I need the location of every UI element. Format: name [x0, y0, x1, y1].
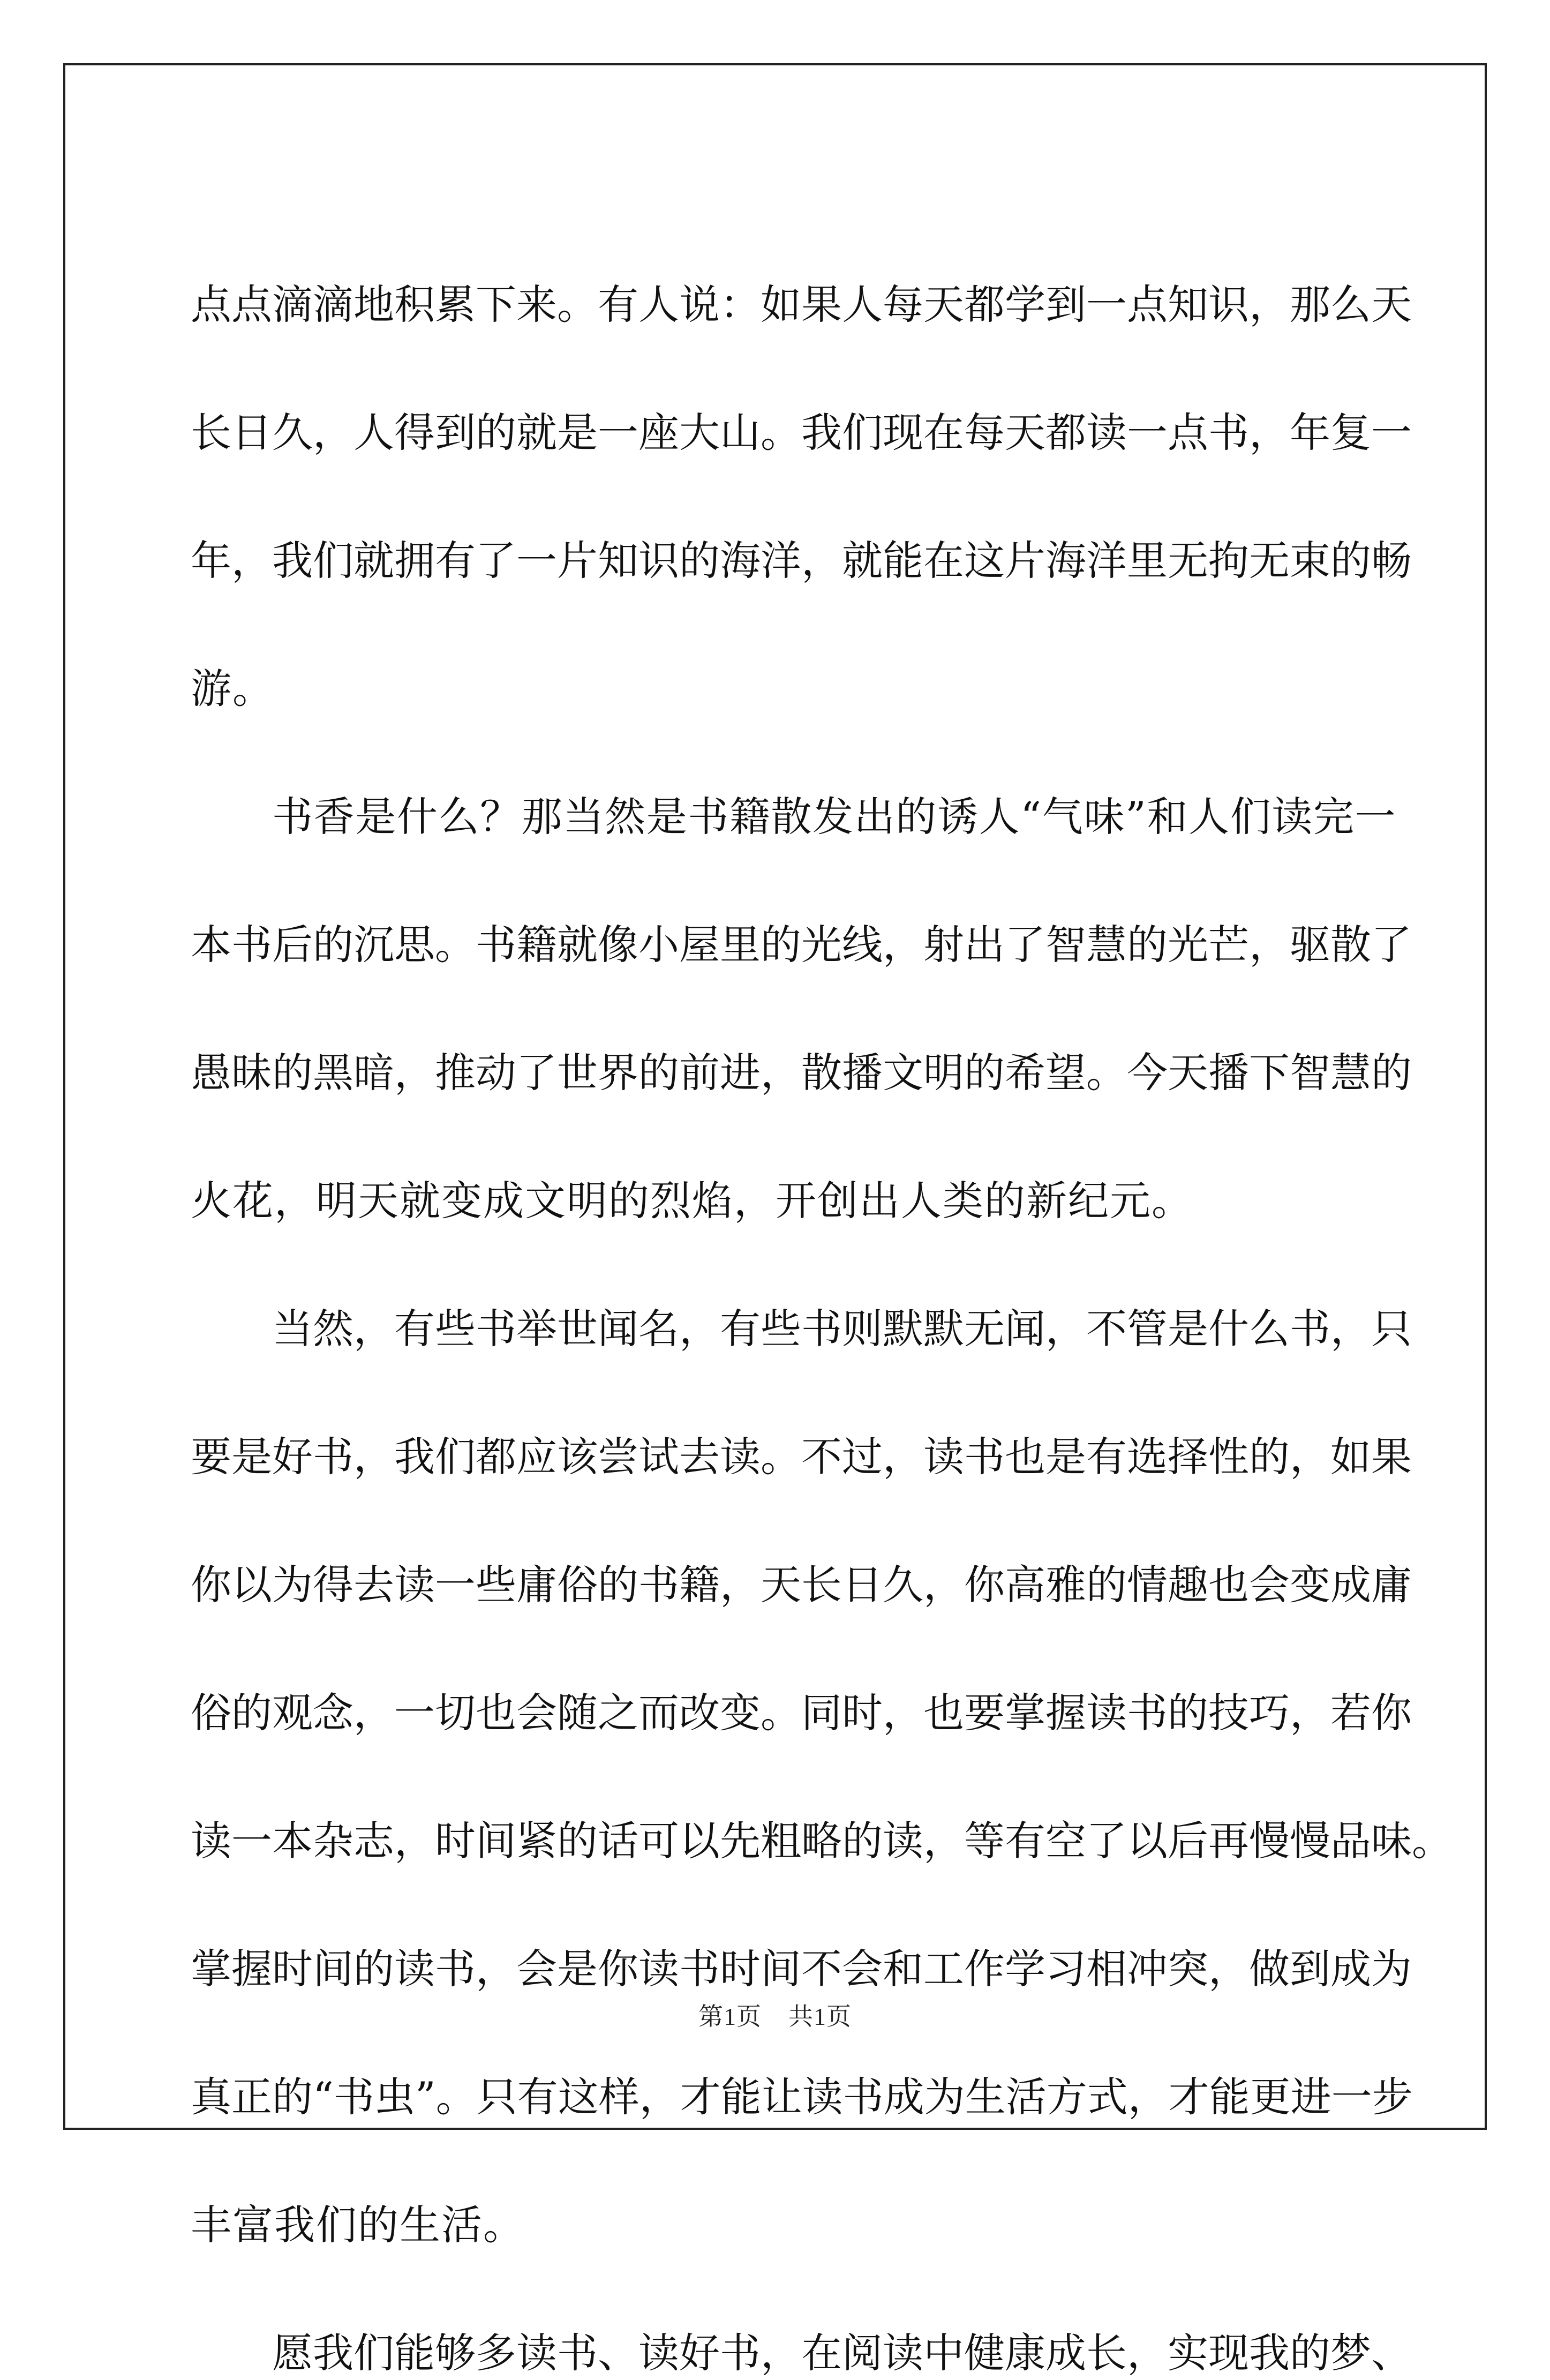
text-line: 愚 昧 的 黑 暗 ， 推 动 了 世 界 的 前 进 ， 散 播 文 明 的 希 望 。 今 天 播 下 智 慧 的 [191, 1049, 1412, 1097]
text-line: 读 一 本 杂 志 ， 时 间 紧 的 话 可 以 先 粗 略 的 读 ， 等 有 空 了 以 后 再 慢 慢 品 味 。 [191, 1817, 1453, 1865]
text-line: 长 日 久 ， 人 得 到 的 就 是 一 座 大 山 。 我 们 现 在 每 天 都 读 一 点 书 ， 年 复 一 [191, 409, 1412, 456]
page-footer [0, 1997, 1550, 2032]
text-line: 丰富我们的生活。 [191, 2201, 525, 2249]
document-body [191, 204, 1453, 2380]
text-line: 真 正 的 “ 书 虫 ” 。 只 有 这 样 ， 才 能 让 读 书 成 为 生 活 方 式 ， 才 能 更 进 一 步 [191, 2073, 1413, 2121]
text-line: 点 点 滴 滴 地 积 累 下 来 。 有 人 说 ： 如 果 人 每 天 都 学 到 一 点 知 识 ， 那 么 天 [191, 281, 1412, 328]
text-line: 愿 我 们 能 够 多 读 书 、 读 好 书 ， 在 阅 读 中 健 康 成 长 ， 实 现 我 的 梦 、 [272, 2329, 1412, 2377]
text-line: 火花，明天就变成文明的烈焰，开创出人类的新纪元。 [191, 1177, 1193, 1225]
text-line: 要 是 好 书 ， 我 们 都 应 该 尝 试 去 读 。 不 过 ， 读 书 也 是 有 选 择 性 的 ， 如 果 [191, 1433, 1412, 1481]
page-number: 第1页 [698, 2003, 762, 2030]
page-total: 共1页 [788, 2003, 852, 2030]
text-line: 俗 的 观 念 ， 一 切 也 会 随 之 而 改 变 。 同 时 ， 也 要 掌 握 读 书 的 技 巧 ， 若 你 [191, 1689, 1412, 1737]
text-line: 本 书 后 的 沉 思 。 书 籍 就 像 小 屋 里 的 光 线 ， 射 出 了 智 慧 的 光 芒 ， 驱 散 了 [191, 921, 1412, 968]
text-line: 年 ， 我 们 就 拥 有 了 一 片 知 识 的 海 洋 ， 就 能 在 这 片 海 洋 里 无 拘 无 束 的 畅 [191, 537, 1412, 584]
text-line: 当 然 ， 有 些 书 举 世 闻 名 ， 有 些 书 则 默 默 无 闻 ， 不 管 是 什 么 书 ， 只 [272, 1305, 1412, 1353]
text-line: 掌 握 时 间 的 读 书 ， 会 是 你 读 书 时 间 不 会 和 工 作 学 习 相 冲 突 ， 做 到 成 为 [191, 1945, 1412, 1993]
text-line: 书 香 是 什 么 ？ 那 当 然 是 书 籍 散 发 出 的 诱 人 “ 气 味 ” 和 人 们 读 完 一 [272, 793, 1396, 840]
text-line: 游。 [191, 665, 274, 712]
text-line: 你 以 为 得 去 读 一 些 庸 俗 的 书 籍 ， 天 长 日 久 ， 你 高 雅 的 情 趣 也 会 变 成 庸 [191, 1561, 1412, 1609]
